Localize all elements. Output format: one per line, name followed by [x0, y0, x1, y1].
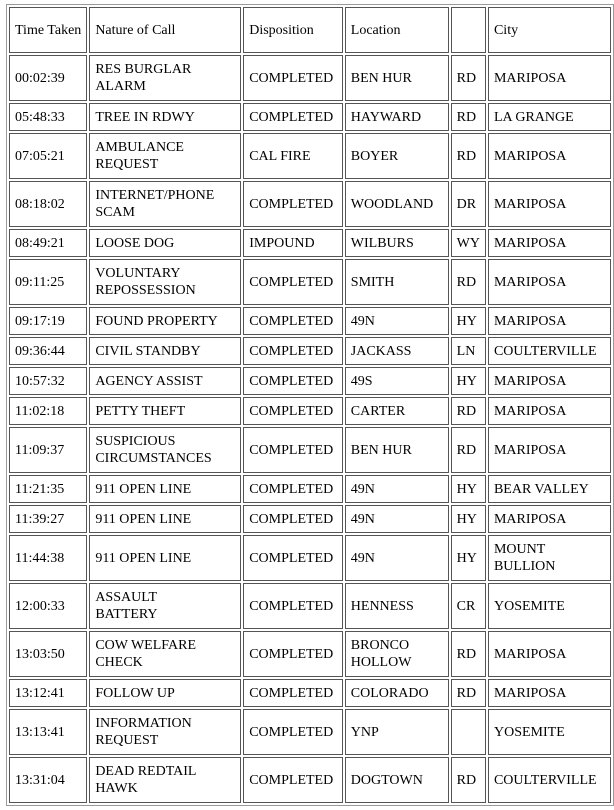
- cell-city-line: BEAR VALLEY: [493, 481, 589, 497]
- cell-street-type: HY: [451, 307, 486, 335]
- cell-city-line: YOSEMITE: [493, 598, 565, 614]
- cell-location-line: 49S: [350, 373, 373, 389]
- cell-city: [488, 367, 611, 395]
- table-row: [9, 679, 611, 707]
- cell-nature-of-call-line: FOUND PROPERTY: [95, 313, 218, 329]
- cell-city-line: MARIPOSA: [493, 646, 567, 662]
- cell-nature-of-call-line: ASSAULT: [95, 590, 158, 605]
- cell-city-line: MARIPOSA: [493, 403, 567, 419]
- cell-nature-of-call-line: CHECK: [95, 655, 143, 670]
- cell-disposition: COMPLETED: [243, 367, 343, 395]
- cell-street-type: DR: [451, 181, 486, 227]
- cell-nature-of-call: [89, 103, 241, 131]
- cell-street-type: RD: [451, 259, 486, 305]
- cell-nature-of-call: [89, 229, 241, 257]
- cell-location-line: JACKASS: [350, 343, 412, 359]
- cell-city: [488, 229, 611, 257]
- cell-time-taken: 10:57:32: [9, 367, 87, 395]
- cell-location: [345, 535, 449, 581]
- cell-disposition: COMPLETED: [243, 535, 343, 581]
- cell-city-line: MARIPOSA: [493, 235, 567, 251]
- cell-time-taken: 08:49:21: [9, 229, 87, 257]
- cell-street-type: HY: [451, 367, 486, 395]
- cell-street-type: RD: [451, 133, 486, 179]
- cell-location-line: SMITH: [350, 274, 395, 290]
- cell-location-line: BRONCO: [350, 638, 410, 653]
- cell-location: [345, 307, 449, 335]
- header-disposition: Disposition: [243, 7, 343, 53]
- cell-city-line: MARIPOSA: [493, 274, 567, 290]
- cell-city: [488, 133, 611, 179]
- table-row: [9, 583, 611, 629]
- cell-street-type: RD: [451, 757, 486, 803]
- cell-location-line: WOODLAND: [350, 196, 434, 212]
- header-city: City: [488, 7, 611, 53]
- cell-city: [488, 709, 611, 755]
- cell-nature-of-call: [89, 631, 241, 677]
- table-row: [9, 757, 611, 803]
- cell-disposition: CAL FIRE: [243, 133, 343, 179]
- cell-time-taken: 09:36:44: [9, 337, 87, 365]
- cell-nature-of-call-line: AGENCY ASSIST: [95, 373, 203, 389]
- cell-street-type: LN: [451, 337, 486, 365]
- cell-nature-of-call-line: CIVIL STANDBY: [95, 343, 201, 359]
- cell-disposition: COMPLETED: [243, 505, 343, 533]
- header-time-taken: Time Taken: [9, 7, 87, 53]
- cell-time-taken: 11:09:37: [9, 427, 87, 473]
- cell-nature-of-call-line: INFORMATION: [95, 716, 192, 731]
- cell-city-line: BULLION: [493, 559, 556, 574]
- cell-disposition: COMPLETED: [243, 337, 343, 365]
- cell-nature-of-call: [89, 367, 241, 395]
- cell-disposition: COMPLETED: [243, 307, 343, 335]
- cell-location: [345, 229, 449, 257]
- cell-disposition: COMPLETED: [243, 631, 343, 677]
- cell-location: [345, 103, 449, 131]
- cell-nature-of-call-line: SUSPICIOUS: [95, 434, 176, 449]
- cell-city: [488, 307, 611, 335]
- cell-location-line: YNP: [350, 724, 379, 740]
- cell-disposition: COMPLETED: [243, 103, 343, 131]
- cell-city: [488, 583, 611, 629]
- cell-location: [345, 505, 449, 533]
- cell-time-taken: 05:48:33: [9, 103, 87, 131]
- cell-time-taken: 11:39:27: [9, 505, 87, 533]
- cell-disposition: COMPLETED: [243, 55, 343, 101]
- cell-time-taken: 07:05:21: [9, 133, 87, 179]
- cell-nature-of-call-line: REQUEST: [95, 157, 159, 172]
- cell-city-line: MARIPOSA: [493, 148, 567, 164]
- cell-location: [345, 631, 449, 677]
- header-row: [9, 7, 611, 53]
- table-row: [9, 475, 611, 503]
- table-row: [9, 397, 611, 425]
- cell-nature-of-call: [89, 337, 241, 365]
- cell-location: [345, 133, 449, 179]
- cell-location-line: CARTER: [350, 403, 406, 419]
- cell-nature-of-call: [89, 709, 241, 755]
- table-row: [9, 259, 611, 305]
- cell-disposition: COMPLETED: [243, 679, 343, 707]
- header-location: Location: [345, 7, 449, 53]
- cell-location: [345, 259, 449, 305]
- cell-location-line: 49N: [350, 511, 375, 527]
- table-row: [9, 307, 611, 335]
- cell-disposition: COMPLETED: [243, 259, 343, 305]
- cell-location-line: DOGTOWN: [350, 772, 423, 788]
- cell-nature-of-call: [89, 535, 241, 581]
- cell-nature-of-call-line: LOOSE DOG: [95, 235, 175, 251]
- cell-nature-of-call: [89, 397, 241, 425]
- cell-location: [345, 475, 449, 503]
- cell-nature-of-call-line: TREE IN RDWY: [95, 109, 195, 125]
- cell-nature-of-call-line: RES BURGLAR: [95, 62, 192, 77]
- cell-nature-of-call: [89, 259, 241, 305]
- cell-nature-of-call-line: SCAM: [95, 205, 135, 220]
- cell-city-line: MARIPOSA: [493, 442, 567, 458]
- cell-time-taken: 09:11:25: [9, 259, 87, 305]
- cell-nature-of-call-line: CIRCUMSTANCES: [95, 451, 212, 466]
- cell-street-type: RD: [451, 103, 486, 131]
- cell-city-line: MARIPOSA: [493, 511, 567, 527]
- cell-city: [488, 535, 611, 581]
- cell-time-taken: 09:17:19: [9, 307, 87, 335]
- cell-city-line: MARIPOSA: [493, 685, 567, 701]
- cell-time-taken: 00:02:39: [9, 55, 87, 101]
- cell-time-taken: 11:02:18: [9, 397, 87, 425]
- cell-nature-of-call: [89, 505, 241, 533]
- cell-location: [345, 337, 449, 365]
- cell-city: [488, 757, 611, 803]
- table-row: [9, 535, 611, 581]
- table-row: [9, 55, 611, 101]
- cell-nature-of-call-line: DEAD REDTAIL: [95, 764, 197, 779]
- cell-disposition: COMPLETED: [243, 757, 343, 803]
- cell-city: [488, 427, 611, 473]
- cell-nature-of-call-line: AMBULANCE: [95, 140, 184, 155]
- header-street-type: [451, 7, 486, 53]
- cell-nature-of-call: [89, 133, 241, 179]
- cell-city-line: MARIPOSA: [493, 196, 567, 212]
- table-row: [9, 709, 611, 755]
- cell-street-type: HY: [451, 475, 486, 503]
- cell-nature-of-call-line: HAWK: [95, 781, 138, 796]
- cell-nature-of-call-line: FOLLOW UP: [95, 685, 175, 701]
- cell-time-taken: 13:13:41: [9, 709, 87, 755]
- table-row: [9, 133, 611, 179]
- cell-location: [345, 427, 449, 473]
- cell-nature-of-call: [89, 583, 241, 629]
- cell-location: [345, 181, 449, 227]
- table-row: [9, 367, 611, 395]
- table-row: [9, 103, 611, 131]
- table-row: [9, 337, 611, 365]
- cell-location: [345, 367, 449, 395]
- cell-location-line: HAYWARD: [350, 109, 422, 125]
- cell-city-line: LA GRANGE: [493, 109, 574, 125]
- cell-city: [488, 631, 611, 677]
- cell-street-type: WY: [451, 229, 486, 257]
- cell-nature-of-call-line: 911 OPEN LINE: [95, 550, 192, 566]
- cell-disposition: COMPLETED: [243, 427, 343, 473]
- cell-time-taken: 11:44:38: [9, 535, 87, 581]
- cell-location: [345, 757, 449, 803]
- cell-nature-of-call-line: 911 OPEN LINE: [95, 481, 192, 497]
- table-row: [9, 505, 611, 533]
- cell-nature-of-call-line: VOLUNTARY: [95, 266, 181, 281]
- cell-street-type: HY: [451, 505, 486, 533]
- cell-street-type: RD: [451, 397, 486, 425]
- cell-location: [345, 709, 449, 755]
- call-log-document: [6, 4, 614, 806]
- cell-street-type: RD: [451, 679, 486, 707]
- cell-city: [488, 337, 611, 365]
- cell-location-line: WILBURS: [350, 235, 414, 251]
- cell-nature-of-call: [89, 307, 241, 335]
- cell-disposition: COMPLETED: [243, 181, 343, 227]
- cell-city: [488, 475, 611, 503]
- cell-time-taken: 13:12:41: [9, 679, 87, 707]
- cell-location-line: 49N: [350, 481, 375, 497]
- table-row: [9, 427, 611, 473]
- cell-nature-of-call-line: INTERNET/PHONE: [95, 188, 215, 203]
- cell-location-line: HOLLOW: [350, 655, 412, 670]
- cell-time-taken: 13:31:04: [9, 757, 87, 803]
- header-nature-of-call: Nature of Call: [89, 7, 241, 53]
- cell-location: [345, 397, 449, 425]
- cell-street-type: RD: [451, 631, 486, 677]
- cell-disposition: IMPOUND: [243, 229, 343, 257]
- cell-city: [488, 259, 611, 305]
- cell-city-line: COULTERVILLE: [493, 343, 597, 359]
- cell-nature-of-call-line: REPOSSESSION: [95, 283, 196, 298]
- cell-street-type: CR: [451, 583, 486, 629]
- cell-time-taken: 12:00:33: [9, 583, 87, 629]
- cell-city-line: YOSEMITE: [493, 724, 565, 740]
- cell-street-type: RD: [451, 427, 486, 473]
- cell-location-line: HENNESS: [350, 598, 414, 614]
- cell-city-line: MARIPOSA: [493, 313, 567, 329]
- cell-nature-of-call: [89, 757, 241, 803]
- cell-time-taken: 08:18:02: [9, 181, 87, 227]
- table-header: [9, 7, 611, 53]
- cell-location-line: BOYER: [350, 148, 399, 164]
- cell-city-line: MARIPOSA: [493, 70, 567, 86]
- cell-time-taken: 13:03:50: [9, 631, 87, 677]
- table-row: [9, 229, 611, 257]
- cell-city-line: MOUNT: [493, 542, 546, 557]
- cell-nature-of-call-line: ALARM: [95, 79, 146, 94]
- cell-location-line: 49N: [350, 313, 375, 329]
- cell-nature-of-call-line: 911 OPEN LINE: [95, 511, 192, 527]
- table-row: [9, 631, 611, 677]
- cell-city-line: MARIPOSA: [493, 373, 567, 389]
- cell-street-type: HY: [451, 535, 486, 581]
- cell-location-line: BEN HUR: [350, 442, 412, 458]
- cell-nature-of-call: [89, 679, 241, 707]
- cell-nature-of-call: [89, 427, 241, 473]
- cell-time-taken: 11:21:35: [9, 475, 87, 503]
- cell-city: [488, 505, 611, 533]
- cell-location-line: BEN HUR: [350, 70, 412, 86]
- cell-location: [345, 55, 449, 101]
- cell-city: [488, 181, 611, 227]
- cell-nature-of-call-line: REQUEST: [95, 733, 159, 748]
- cell-city-line: COULTERVILLE: [493, 772, 597, 788]
- cell-nature-of-call: [89, 475, 241, 503]
- cell-nature-of-call-line: PETTY THEFT: [95, 403, 186, 419]
- cell-location: [345, 583, 449, 629]
- cell-city: [488, 55, 611, 101]
- cell-city: [488, 679, 611, 707]
- cell-city: [488, 103, 611, 131]
- cell-nature-of-call-line: BATTERY: [95, 607, 158, 622]
- table-row: [9, 181, 611, 227]
- cell-location: [345, 679, 449, 707]
- cell-disposition: COMPLETED: [243, 397, 343, 425]
- cell-disposition: COMPLETED: [243, 583, 343, 629]
- call-log-table: [6, 4, 614, 806]
- cell-disposition: COMPLETED: [243, 475, 343, 503]
- cell-street-type: [451, 709, 486, 755]
- cell-location-line: COLORADO: [350, 685, 429, 701]
- cell-disposition: COMPLETED: [243, 709, 343, 755]
- cell-nature-of-call-line: COW WELFARE: [95, 638, 197, 653]
- cell-nature-of-call: [89, 181, 241, 227]
- cell-location-line: 49N: [350, 550, 375, 566]
- cell-city: [488, 397, 611, 425]
- cell-nature-of-call: [89, 55, 241, 101]
- cell-street-type: RD: [451, 55, 486, 101]
- table-body: [9, 55, 611, 803]
